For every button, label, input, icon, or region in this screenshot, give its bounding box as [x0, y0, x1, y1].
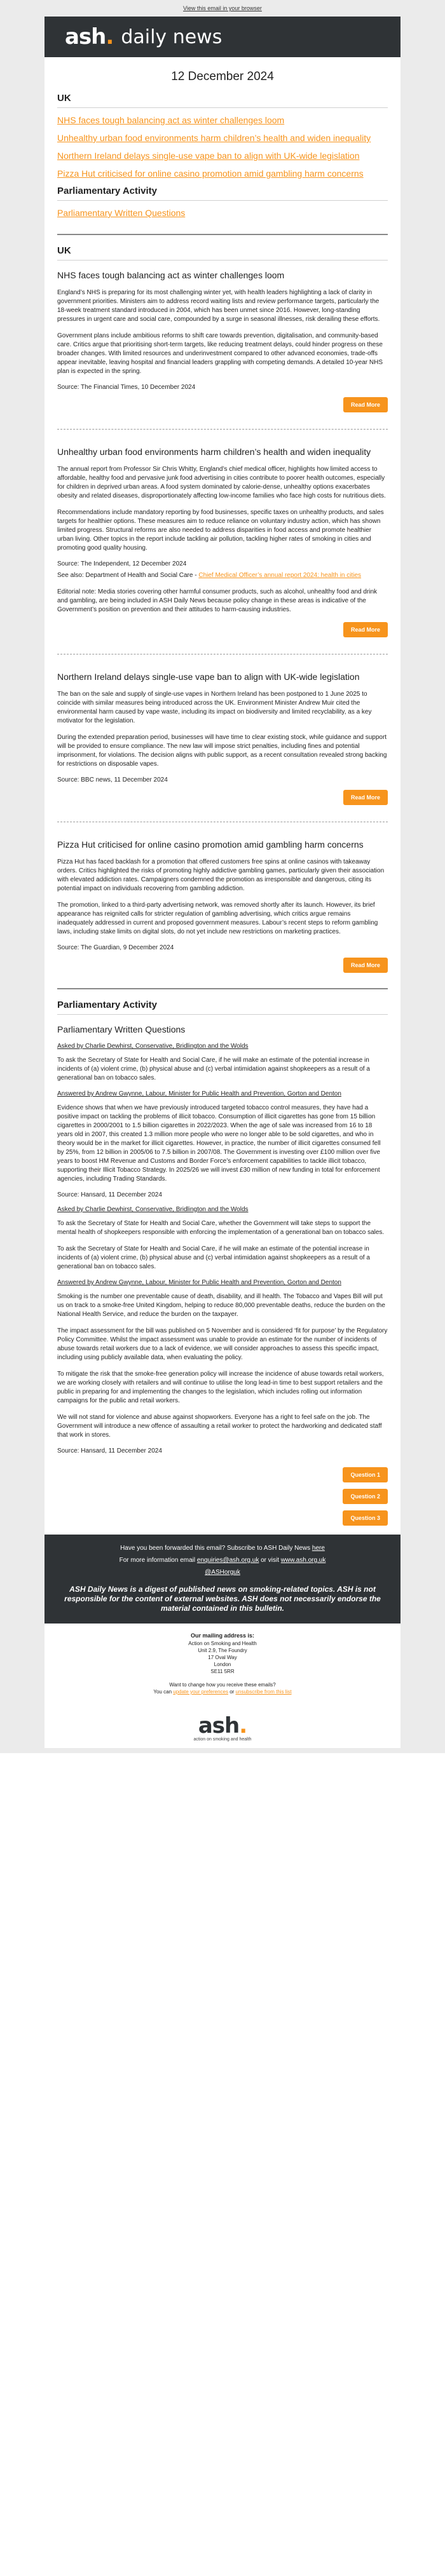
article-source: Source: BBC news, 11 December 2024 — [57, 776, 168, 783]
answer-text: To mitigate the risk that the smoke-free generation policy will increase the incidence of abuse towards retail workers, we are working closely with retailers and will continue to utilise the long lead-in time to best support retailers and the public in preparing for and implementing the changes to the legislation, which includes rolling out information campaigns for the public and retail workers. — [57, 1371, 384, 1404]
article-paragraph: The ban on the sale and supply of single-use vapes in Northern Ireland has been postponed to 1 June 2025 to coincide with similar measures being introduced across the UK. Environment Minister Andrew Muir cited the environmental harm caused by vape waste, including its impact on biodiversity and limited recyclability, as a key motivator for the legislation. — [57, 691, 372, 724]
article-pizza — [57, 839, 388, 973]
view-in-browser-link[interactable]: View this email in your browser — [183, 5, 262, 11]
answer-text: The impact assessment for the bill was published on 5 November and is considered ‘fit for purpose’ by the Regulatory Policy Committee. Whilst the impact assessment was unable to provide an estimate for the number of incidents of abuse towards retail workers due to a lack of evidence, we will consider approaches to assess this specific impact, including using publicly available data, when evaluating the policy. — [57, 1327, 388, 1361]
answer-text: We will not stand for violence and abuse against shopworkers. Everyone has a right to feel safe on the job. The Government will introduce a new offence of assaulting a retail worker to protect the hardworking and dedicated staff that work in stores. — [57, 1414, 382, 1439]
uk-heading: UK — [57, 245, 388, 261]
article-divider — [57, 429, 388, 430]
prefs-prefix: You can — [153, 1689, 174, 1695]
mailing-address — [44, 1624, 400, 1704]
read-more-button[interactable]: Read More — [343, 958, 388, 973]
toc-uk-heading: UK — [57, 93, 388, 108]
toc-link-food[interactable]: Unhealthy urban food environments harm children’s health and widen inequality — [57, 133, 371, 143]
editorial-note: Editorial note: Media stories covering other harmful consumer products, such as alcohol, unhealthy food and drink and gambling, are being included in ASH Daily News because policy change in these areas is indicative of the Government’s position on prevention and their attitudes to harm-causing industries. — [57, 588, 378, 613]
top-bar — [0, 0, 445, 17]
asked-by: Asked by Charlie Dewhirst, Conservative, Bridlington and the Wolds — [57, 1206, 249, 1213]
ash-footer-logo: ash. — [198, 1713, 247, 1739]
toc-link-pwq[interactable]: Parliamentary Written Questions — [57, 208, 186, 218]
disclaimer: ASH Daily News is a digest of published news on smoking-related topics. ASH is not responsible for the content of external websites. ASH does not necessarily endorse the material contained in this bulletin. — [64, 1585, 381, 1613]
prefs-mid: or — [228, 1689, 236, 1695]
question-2-button[interactable]: Question 2 — [343, 1489, 388, 1504]
section-divider — [57, 988, 388, 989]
info-line — [64, 1557, 381, 1564]
question-source: Source: Hansard, 11 December 2024 — [57, 1447, 162, 1454]
read-more-button[interactable]: Read More — [343, 790, 388, 805]
prefs-links-line — [44, 1688, 400, 1695]
article-source: Source: The Financial Times, 10 December 2024 — [57, 384, 196, 391]
issue-date: 12 December 2024 — [171, 70, 274, 83]
mailing-label: Our mailing address is: — [190, 1632, 255, 1639]
read-more-button[interactable]: Read More — [343, 622, 388, 637]
answer-text: Evidence shows that when we have previously introduced targeted tobacco control measures, they have had a positive impact on tackling the problems of illicit tobacco. Consumption of illicit cigarettes has gone from 15 billion cigarettes in 2000/2001 to 1.5 billion cigarettes in 2022/2023. When the age of sale was increased from 16 to 18 years old in 2007, this created 1.3 million more people who were no longer able to be sold cigarettes, and who in theory would be in the market for illicit cigarettes. However, in practice, the number of illicit cigarettes consumed fell by 25%, from 12 billion in 2005/06 to 7.5 billion in 2007/08. The Government is investing over £100 million over five years to boost HM Revenue and Customs and Border Force’s enforcement capabilities to tackle illicit tobacco, supporting their Illicit Tobacco Strategy. In 2025/26 we will invest £30 million of new funding in total for enforcement agencies, including Trading Standards. — [57, 1104, 381, 1183]
address-line: 17 Oval Way — [208, 1655, 237, 1660]
address-line: Action on Smoking and Health — [188, 1641, 257, 1646]
answered-by: Answered by Andrew Gwynne, Labour, Minister for Public Health and Prevention, Gorton and Denton — [57, 1090, 341, 1097]
asked-by: Asked by Charlie Dewhirst, Conservative, Bridlington and the Wolds — [57, 1043, 249, 1050]
answered-by: Answered by Andrew Gwynne, Labour, Minister for Public Health and Prevention, Gorton and Denton — [57, 1279, 341, 1286]
pa-heading: Parliamentary Activity — [57, 1000, 388, 1015]
info-mid: or visit — [259, 1557, 281, 1564]
article-paragraph: Government plans include ambitious reforms to shift care towards prevention, digitalisation, and community-based care. Critics argue that prioritising short-term targets, like reducing treatment delays, could hinder progress on these broader changes. With limited resources and underinvestment compared to other advanced economies, trade-offs appear inevitable, leaving hospital and financial leaders grappling with competing demands. A detailed 10-year NHS plan is expected in the spring. — [57, 332, 383, 375]
toc-link-pizza[interactable]: Pizza Hut criticised for online casino promotion amid gambling harm concerns — [57, 168, 364, 179]
article-source: Source: The Guardian, 9 December 2024 — [57, 944, 174, 951]
info-prefix: For more information email — [119, 1557, 197, 1564]
question-3-button[interactable]: Question 3 — [343, 1510, 388, 1526]
twitter-link[interactable]: @ASHorguk — [205, 1569, 240, 1576]
article-paragraph: Recommendations include mandatory reporting by food businesses, specific taxes on unhealthy products, and sales targets for healthier options. These measures aim to reduce reliance on voluntary industry action, which has shown limited progress. Structural reforms are also needed to address disparities in food access and promote healthier urban living. Other topics in the report include tackling air pollution, tackling higher rates of smoking in cities and promoting good quality housing. — [57, 509, 384, 552]
forward-text: Have you been forwarded this email? Subscribe to ASH Daily News — [120, 1545, 312, 1552]
email-link[interactable]: enquiries@ash.org.uk — [196, 1557, 259, 1564]
see-also-link[interactable]: Chief Medical Officer’s annual report 2024: health in cities — [198, 572, 362, 579]
prefs-line: Want to change how you receive these emails? — [169, 1682, 276, 1688]
article-food — [57, 446, 388, 637]
twitter-line — [64, 1569, 381, 1576]
ash-logo: ash. — [65, 24, 114, 50]
question-text: To ask the Secretary of State for Health and Social Care, if he will make an estimate of the potential increase in incidents of (a) violent crime, (b) physical abuse and (c) verbal intimidation against shopkeepers as a result of a generational ban on tobacco sales. — [57, 1057, 370, 1081]
see-also-prefix: See also: Department of Health and Social Care - — [57, 572, 199, 579]
question-buttons — [57, 1467, 388, 1526]
question-source: Source: Hansard, 11 December 2024 — [57, 1191, 162, 1198]
article-paragraph: Pizza Hut has faced backlash for a promotion that offered customers free spins at online casinos with takeaway orders. Critics highlighted the risks of promoting highly addictive gambling games, particularly given their association with elevated addiction rates. Campaigners condemned the promotion as irresponsible and dangerous, citing its potential impact on individuals recovering from gambling addiction. — [57, 858, 385, 892]
footer-tagline: action on smoking and health — [193, 1737, 252, 1742]
article-paragraph: The promotion, linked to a third-party advertising network, was removed shortly after its launch. However, its brief appearance has reignited calls for stricter regulation of gambling advertising, which critics argue remains inadequately addressed in current and proposed government measures. Labour’s recent steps to reform gambling laws, including stake limits on digital slots, do not yet include new restrictions on marketing practices. — [57, 902, 378, 935]
toc-link-vape[interactable]: Northern Ireland delays single-use vape ban to align with UK-wide legislation — [57, 151, 360, 161]
toc-pa-heading: Parliamentary Activity — [57, 186, 388, 201]
toc-link-nhs[interactable]: NHS faces tough balancing act as winter challenges loom — [57, 115, 285, 125]
article-paragraph: During the extended preparation period, businesses will have time to clear existing stock, while guidance and support will be provided to ensure compliance. The new law will impose strict penalties, including fines and potential imprisonment, for violations. The decision aligns with public support, as a recent consultation revealed strong backing for restrictions on disposable vapes. — [57, 734, 387, 768]
answer-text: Smoking is the number one preventable cause of death, disability, and ill health. The Tobacco and Vapes Bill will put us on track to a smoke-free United Kingdom, helping to reduce 80,000 preventable deaths, reduce the burden on the National Health Service, and reduce the burden on the taxpayer. — [57, 1293, 385, 1318]
see-also — [57, 571, 388, 580]
article-paragraph: England’s NHS is preparing for its most challenging winter yet, with health leaders highlighting a lack of clarity in government priorities. Ministers aim to address record waiting lists and review performance targets, particularly the 18-week treatment standard introduced in 2004, which has been unmet since 2016. However, long-standing pressures in urgent care and social care, compounded by a surge in seasonal illnesses, risk derailing these efforts. — [57, 289, 380, 323]
article-title: Unhealthy urban food environments harm children’s health and widen inequality — [57, 447, 371, 457]
article-paragraph: The annual report from Professor Sir Chris Whitty, England’s chief medical officer, highlights how limited access to affordable, healthy food and pervasive junk food advertising in cities contribute to poorer health outcomes, especially for children in deprived urban areas. A food system dominated by calorie-dense, unhealthy options exacerbates obesity and related diseases, disproportionately affecting low-income families who face high costs for nutritious diets. — [57, 466, 386, 499]
header-banner — [44, 17, 400, 57]
section-divider — [57, 234, 388, 235]
article-vape — [57, 671, 388, 805]
question-text: To ask the Secretary of State for Health and Social Care, whether the Government will take steps to support the mental health of shopkeepers responsible with enforcing the implementation of a generational ban on tobacco sales. — [57, 1220, 385, 1236]
footer-banner — [44, 1535, 400, 1624]
preferences — [44, 1681, 400, 1695]
header-title: daily news — [121, 25, 222, 48]
forward-line — [64, 1545, 381, 1552]
question-text: To ask the Secretary of State for Health and Social Care, if he will make an estimate of the potential increase in incidents of (a) violent crime, (b) physical abuse and (c) verbal intimidation against shopkeepers as a result of a generational ban on tobacco sales. — [57, 1245, 370, 1270]
address-line: Unit 2.9, The Foundry — [198, 1648, 247, 1653]
address-line: London — [214, 1662, 231, 1667]
footer-logo — [44, 1704, 400, 1748]
article-title: Pizza Hut criticised for online casino promotion amid gambling harm concerns — [57, 839, 364, 850]
question-1-button[interactable]: Question 1 — [343, 1467, 388, 1482]
website-link[interactable]: www.ash.org.uk — [280, 1557, 326, 1564]
read-more-button[interactable]: Read More — [343, 397, 388, 412]
subscribe-link[interactable]: here — [312, 1545, 325, 1552]
article-source: Source: The Independent, 12 December 2024 — [57, 560, 187, 567]
unsubscribe-link[interactable]: unsubscribe from this list — [235, 1689, 292, 1695]
article-title: NHS faces tough balancing act as winter challenges loom — [57, 270, 285, 280]
address-line: SE11 5RR — [210, 1669, 235, 1674]
article-title: Northern Ireland delays single-use vape ban to align with UK-wide legislation — [57, 672, 360, 682]
update-preferences-link[interactable]: update your preferences — [173, 1689, 228, 1695]
article-nhs — [57, 269, 388, 412]
email-card — [44, 17, 400, 1748]
pa-subheading: Parliamentary Written Questions — [57, 1024, 186, 1034]
